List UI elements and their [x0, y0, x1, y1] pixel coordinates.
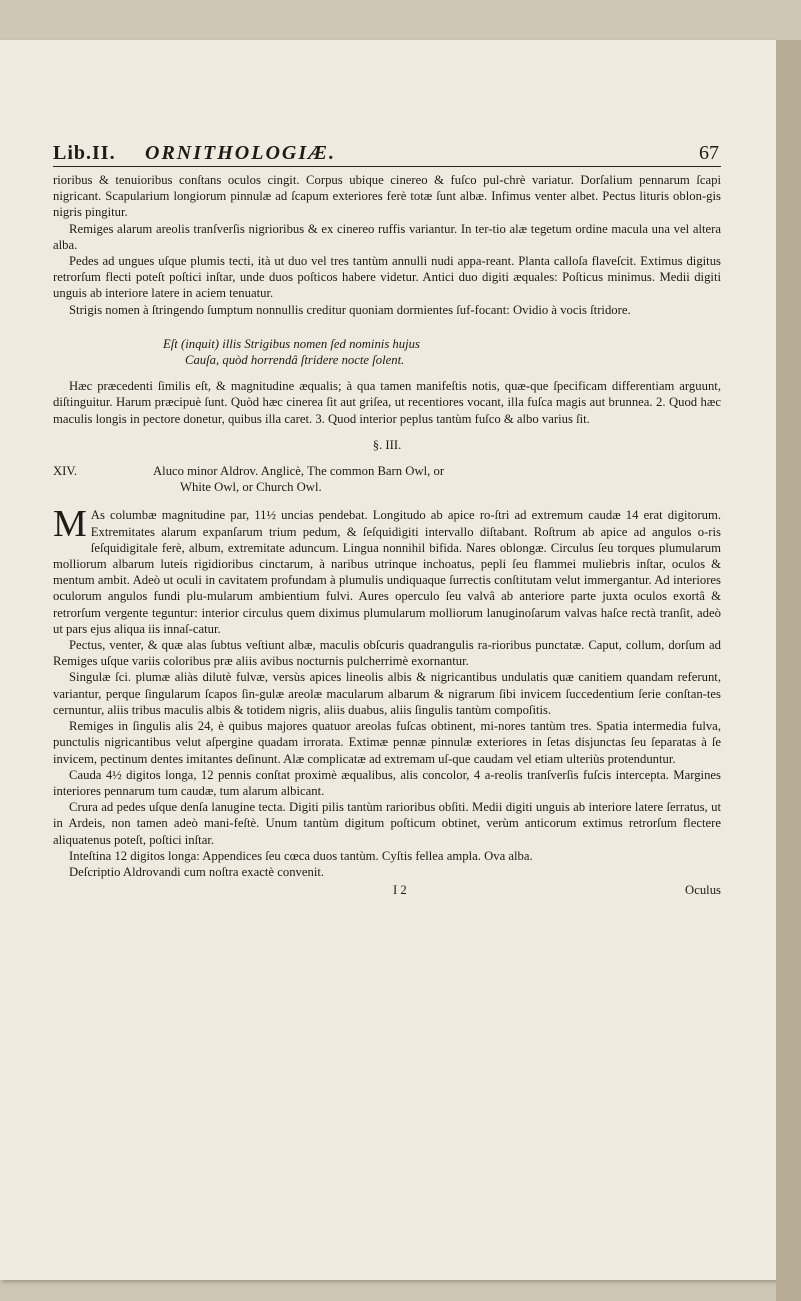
paragraph: Remiges in ſingulis alis 24, è quibus majores quatuor areolas fuſcas obtinent, mi-nores tantùm tres. Spatia intermedia fulva, punctulis nigricantibus velut aſpergine quadam irrorata. Extimæ pennæ pinnulæ exteriores in ſetas disjunctas ſeu ſeparatas à ſe invicem, pectinum dentes imitantes deſinunt. Alæ complicatæ ad extremam uſ-que caudam vel etiam ulteriùs protenduntur.	[53, 719, 721, 766]
paragraph: rioribus & tenuioribus conſtans oculos cingit. Corpus ubique cinereo & fuſco pul-chrè variatur. Dorſalium pennarum ſcapi nigricant. Scapularium longiorum pinnulæ ad ſcapum exteriores ferè totæ ſunt albæ. Infimus venter albet. Pectus lituris oblon-gis nigris pingitur.	[53, 173, 721, 220]
paragraph: Pectus, venter, & quæ alas ſubtus veſtiunt albæ, maculis obſcuris quadrangulis ra-rioribus punctatæ. Caput, collum, dorſum ad Remiges uſque variis coloribus præ aliis avibus nocturnis pulcherrimè exornantur.	[53, 638, 721, 669]
running-title: ORNITHOLOGIÆ.	[145, 142, 336, 164]
page-body	[53, 172, 721, 898]
paragraph: Strigis nomen à ſtringendo ſumptum nonnullis creditur quoniam dormientes ſuf-focant: Ovidio à vocis ſtridore.	[69, 302, 631, 317]
paragraph	[53, 503, 721, 637]
book-label: Lib.II.	[53, 142, 116, 164]
paragraph: Hæc præcedenti ſimilis eſt, & magnitudine æqualis; à qua tamen manifeſtis notis, quæ-que ſpecificam differentiam arguunt, diſtinguitur. Harum præcipuè ſunt. Quòd hæc cinerea ſit aut griſea, ut recentiores vocant, illa fuſca magis aut brunnea. 2. Quod hæc maculis longis in pectore donetur, quibus illa caret. 3. Quod interior peplus tantùm fuſco & albo varius ſit.	[53, 379, 721, 426]
quote-line: Cauſa, quòd horrendâ ſtridere nocte ſolent.	[185, 353, 405, 368]
page-footer	[53, 882, 721, 898]
signature-mark: I 2	[393, 883, 407, 898]
page-edge	[776, 40, 801, 1301]
page-number: 67	[699, 142, 719, 164]
paragraph: Cauda 4½ digitos longa, 12 pennis conſtat proximè æqualibus, alis concolor, 4 a-reolis tranſverſis fuſcis intercepta. Margines interiores pennarum tum caudæ, tum alarum albicant.	[53, 767, 721, 798]
paragraph: Remiges alarum areolis tranſverſis nigrioribus & ex cinereo ruffis variantur. In ter-tio alæ tegetum ordine macula una vel altera alba.	[53, 221, 721, 252]
species-heading	[53, 463, 721, 495]
catchword: Oculus	[685, 883, 721, 898]
species-number: XIV.	[53, 464, 78, 479]
paragraph-text: As columbæ magnitudine par, 11½ uncias pendebat. Longitudo ab apice ro-ſtri ad extremum caudæ 14 erat digitorum. Extremitates alarum expanſarum trium pedum, & ſeſquidigiti intervallo diſtabant. Roſtrum ab apice ad angulos o-ris ſeſquidigitale ferè, album, extremitate aduncum. Lingua nonnihil bifida. Nares oblongæ. Circulus ſeu torques plumularum molliorum albarum luteis rigidioribus cinctarum, à naribus utrinque inchoatus, pepli ſeu flammei muliebris inſtar, oculos & mentum ambit. Adeò ut oculi in cavitatem profundam à plumulis undiquaque ſurrectis conſtitutam velut immergantur. Ad interiores oculorum angulos fundi plu-mularum ambientium fulvi. Aures operculo ſeu valvâ ab anteriore parte juxta oculos exortâ & retrorſum vergente teguntur: interior circulus quem diximus plumularum molliorum lanuginoſarum valvas haſce rectà tranſit, adeò ut pars ejus aliqua iis innaſ-catur.	[53, 508, 721, 636]
paragraph: Inteſtina 12 digitos longa: Appendices ſeu cœca duos tantùm. Cyſtis fellea ampla. Ova alba.	[69, 848, 533, 863]
paragraph: Crura ad pedes uſque denſa lanugine tecta. Digiti pilis tantùm rarioribus obſiti. Medii digiti unguis ab interiore latere ſerratus, ut in Ardeis, non tamen adeò mani-feſtè. Unum tantùm digitum poſticum obtinet, verùm anticorum extimus retrorſum flectere aliquatenus poteſt, poſtici inſtar.	[53, 800, 721, 847]
species-title: Aluco minor Aldrov. Anglicè, The common Barn Owl, or	[153, 464, 445, 479]
drop-cap: M	[53, 503, 87, 546]
section-mark: §. III.	[372, 437, 402, 452]
paragraph: Pedes ad ungues uſque plumis tecti, ità ut duo vel tres tantùm annulli nudi appa-reant. Planta calloſa flaveſcit. Extimus digitus retrorſum flecti poteſt poſtici inſtar, unde duos poſticos habere videtur. Antici duo digiti æquales: Poſticus minimus. Medii digiti unguis ab interiore latere in aciem tenuatur.	[53, 254, 721, 301]
paragraph: Deſcriptio Aldrovandi cum noſtra exactè convenit.	[69, 864, 325, 879]
quote-line: Eſt (inquit) illis Strigibus nomen ſed nominis hujus	[163, 336, 420, 351]
running-header	[53, 140, 721, 167]
paragraph: Singulæ ſci. plumæ aliàs dilutè fulvæ, versùs apices lineolis albis & nigricantibus undulatis quæ canitiem quandam referunt, variantur, perque ſingularum ſcapos ſin-gulæ areolæ macularum albarum & nigrarum ſibi invicem ſuccedentium ſerie conſtan-tes cernuntur, aliis tribus maculis albis & totidem nigris, aliis duabus, aliis ſingulis tantùm compoſitis.	[53, 670, 721, 717]
species-title-cont: White Owl, or Church Owl.	[180, 480, 322, 495]
verse-quote	[53, 336, 721, 368]
